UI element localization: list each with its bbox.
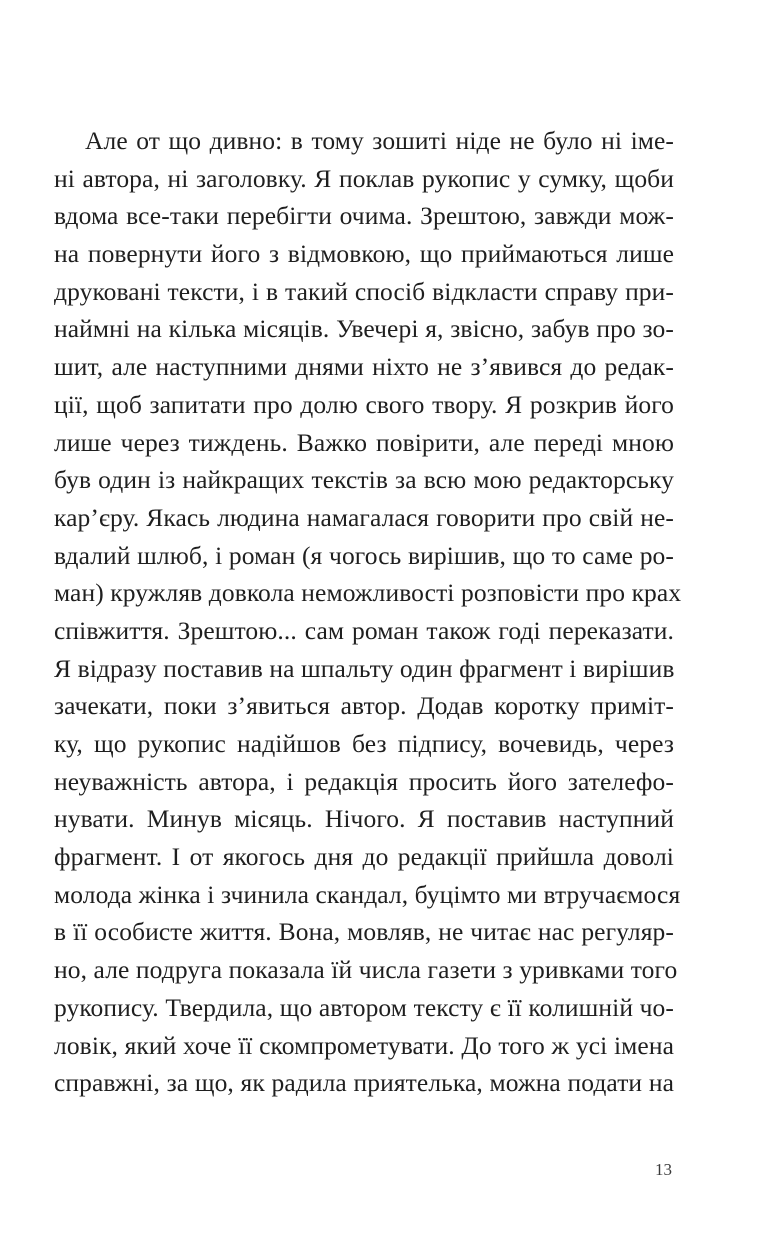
text-line: наймні на кілька місяців. Увечері я, звісно, забув про зо-	[54, 314, 674, 344]
text-line: фрагмент. І от якогось дня до редакції прийшла доволі	[54, 842, 674, 872]
text-line: но, але подруга показала їй числа газети з уривками того	[54, 955, 678, 985]
text-line: вдома все-таки перебігти очима. Зрештою, завжди мож-	[54, 201, 674, 231]
text-line: в її особисте життя. Вона, мовляв, не читає нас регуляр-	[54, 917, 674, 947]
text-line: Але от що дивно: в тому зошиті ніде не було ні іме-	[85, 126, 674, 155]
text-line: був один із найкращих текстів за всю мою редакторську	[54, 465, 674, 495]
text-line: зачекати, поки з’явиться автор. Додав коротку приміт-	[54, 691, 674, 721]
text-line: Я відразу поставив на шпальту один фрагмент і вирішив	[54, 653, 675, 683]
text-line: ні автора, ні заголовку. Я поклав рукопис у сумку, щоби	[54, 163, 674, 193]
text-line: на повернути його з відмовкою, що приймаються лише	[54, 239, 674, 269]
text-line: ман) кружляв довкола неможливості розповісти про крах	[54, 578, 682, 608]
text-line: рукопису. Твердила, що автором тексту є її колишній чо-	[54, 992, 674, 1022]
text-line: нувати. Минув місяць. Нічого. Я поставив наступний	[54, 804, 674, 834]
text-line: кар’єру. Якась людина намагалася говорити про свій не-	[54, 502, 674, 532]
text-line: співжиття. Зрештою... сам роман також годі переказати.	[54, 615, 674, 645]
text-line: лише через тиждень. Важко повірити, але переді мною	[54, 427, 674, 457]
text-line: шит, але наступними днями ніхто не з’явився до редак-	[54, 352, 674, 382]
text-line: ку, що рукопис надійшов без підпису, вочевидь, через	[54, 729, 674, 758]
text-line: ції, щоб запитати про долю свого твору. Я розкрив його	[54, 389, 674, 419]
text-line: молода жінка і зчинила скандал, буцімто ми втручаємося	[54, 879, 681, 909]
page-number: 13	[655, 1160, 672, 1179]
text-line: неуважність автора, і редакція просить його зателефо-	[54, 766, 674, 796]
text-line: друковані тексти, і в такий спосіб відкласти справу при-	[54, 276, 674, 306]
text-line: справжні, за що, як радила приятелька, можна подати на	[54, 1068, 674, 1098]
text-line: вдалий шлюб, і роман (я чогось вирішив, що то саме ро-	[54, 540, 674, 570]
text-line: ловік, який хоче її скомпрометувати. До того ж усі імена	[54, 1030, 674, 1060]
body-text	[54, 122, 682, 1102]
